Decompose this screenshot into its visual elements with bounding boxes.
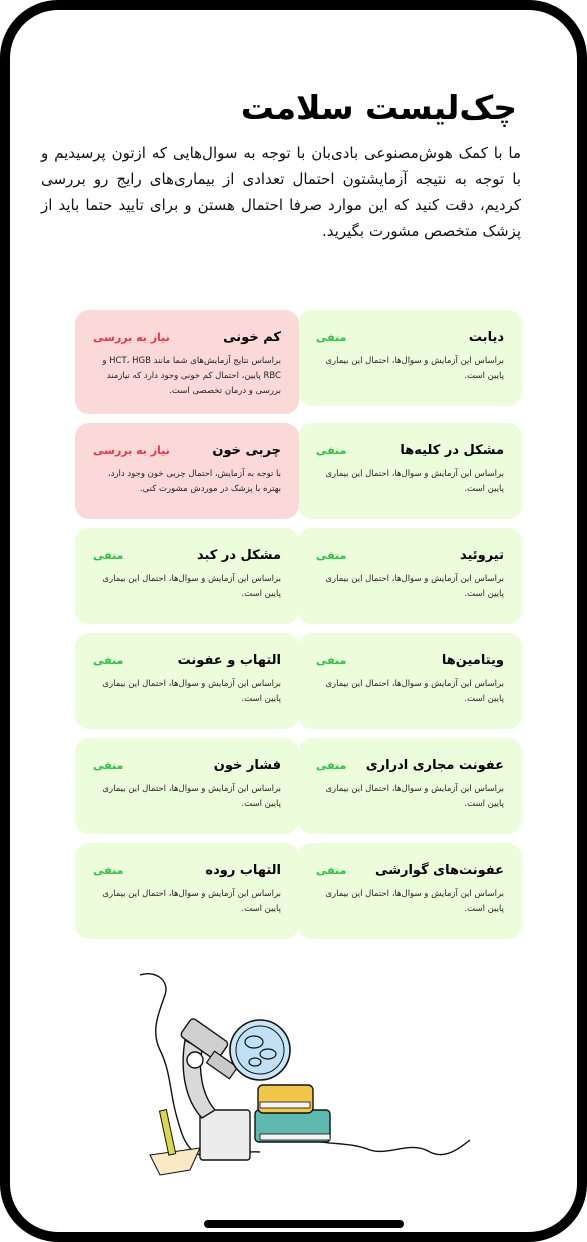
card-description: براساس این آزمایش و سوال‌ها، احتمال این بیماری پایین است. [325, 356, 504, 381]
card-title: مشکل در کبد [196, 548, 281, 563]
card-description: براساس این آزمایش و سوال‌ها، احتمال این بیماری پایین است. [102, 574, 281, 599]
status-badge: منفی [93, 864, 124, 877]
card-title: فشار خون [213, 758, 281, 773]
status-badge: منفی [93, 654, 124, 667]
card-description: براساس این آزمایش و سوال‌ها، احتمال این بیماری پایین است. [325, 574, 504, 599]
card-title: ویتامین‌ها [441, 653, 504, 668]
status-badge: منفی [316, 331, 347, 344]
card-title: عفونت مجاری ادراری [365, 758, 504, 773]
card-bowel-inflammation[interactable] [75, 843, 299, 939]
card-description: براساس نتایج آزمایش‌های شما مانند HCT، HGB و RBC پایین، احتمال کم خونی وجود دارد که نیازمند بررسی و درمان تخصصی است. [102, 356, 281, 396]
card-liver[interactable] [75, 528, 299, 624]
page-title: چک‌لیست سلامت [240, 88, 517, 127]
intro-text: ما با کمک هوش‌مصنوعی بادی‌بان با توجه به سوال‌هایی که ازتون پرسیدیم و با توجه به نتیجه آزمایشتون احتمال تعدادی از بیماری‌های رایج رو بررسی کردیم، دقت کنید که این موارد صرفا احتمال هستن و برای تایید حتما باید از پزشک متخصص مشورت بگیرید. [41, 144, 521, 240]
card-diabetes[interactable] [298, 310, 522, 406]
card-thyroid[interactable] [298, 528, 522, 624]
card-gi-infection[interactable] [298, 843, 522, 939]
card-description: با توجه به آزمایش، احتمال چربی خون وجود دارد، بهتره با پزشک در موردش مشورت کنی. [107, 469, 281, 494]
status-badge: منفی [316, 759, 347, 772]
card-blood-lipids[interactable] [75, 423, 299, 519]
card-anemia[interactable] [75, 310, 299, 414]
card-title: چربی خون [212, 443, 281, 458]
card-uti[interactable] [298, 738, 522, 834]
card-description: براساس این آزمایش و سوال‌ها، احتمال این بیماری پایین است. [102, 679, 281, 704]
card-description: براساس این آزمایش و سوال‌ها، احتمال این بیماری پایین است. [325, 889, 504, 914]
card-inflammation[interactable] [75, 633, 299, 729]
card-blood-pressure[interactable] [75, 738, 299, 834]
card-description: براساس این آزمایش و سوال‌ها، احتمال این بیماری پایین است. [325, 784, 504, 809]
status-badge: نیاز به بررسی [93, 444, 170, 457]
card-title: تیروئید [459, 548, 504, 563]
card-title: عفونت‌های گوارشی [375, 863, 504, 878]
card-title: التهاب روده [205, 863, 281, 878]
status-badge: منفی [93, 759, 124, 772]
card-title: التهاب و عفونت [177, 653, 281, 668]
status-badge: منفی [316, 444, 347, 457]
card-description: براساس این آزمایش و سوال‌ها، احتمال این بیماری پایین است. [325, 469, 504, 494]
status-badge: منفی [316, 549, 347, 562]
card-description: براساس این آزمایش و سوال‌ها، احتمال این بیماری پایین است. [325, 679, 504, 704]
card-description: براساس این آزمایش و سوال‌ها، احتمال این بیماری پایین است. [102, 784, 281, 809]
home-indicator[interactable] [204, 1220, 404, 1228]
status-badge: نیاز به بررسی [93, 331, 170, 344]
card-vitamins[interactable] [298, 633, 522, 729]
status-badge: منفی [93, 549, 124, 562]
card-kidney[interactable] [298, 423, 522, 519]
card-title: کم خونی [223, 330, 281, 345]
card-title: مشکل در کلیه‌ها [400, 443, 504, 458]
card-description: براساس این آزمایش و سوال‌ها، احتمال این بیماری پایین است. [102, 889, 281, 914]
status-badge: منفی [316, 654, 347, 667]
card-title: دیابت [468, 330, 504, 345]
status-badge: منفی [316, 864, 347, 877]
microscope-illustration [130, 970, 480, 1185]
